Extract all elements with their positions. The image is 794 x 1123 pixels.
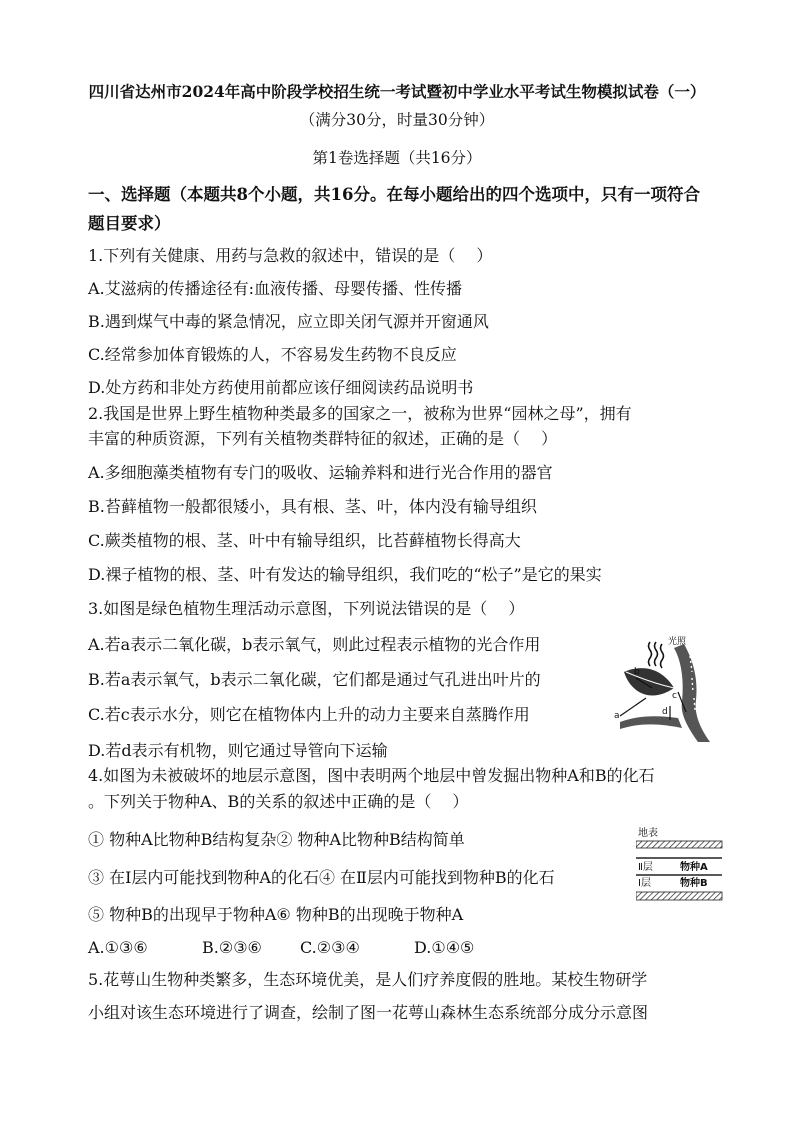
q4-statements-1-2: ① 物种A比物种B结构复杂② 物种A比物种B结构简单 [88, 830, 465, 849]
strata-species-b-label: 物种B [680, 878, 708, 889]
light-ray-2 [655, 642, 658, 666]
strata-top-band [636, 841, 722, 848]
strata-species-a-label: 物种A [680, 862, 708, 873]
exam-title: 四川省达州市2024年高中阶段学校招生统一考试暨初中学业水平考试生物模拟试卷（一） [88, 82, 706, 101]
q2-stem-line2: 丰富的种质资源，下列有关植物类群特征的叙述，正确的是（ ） [88, 429, 558, 448]
q1-option-c: C.经常参加体育锻炼的人，不容易发生药物不良反应 [88, 345, 457, 364]
q3-option-d: D.若d表示有机物，则它通过导管向下运输 [88, 741, 388, 760]
light-ray-3 [661, 644, 664, 668]
q1-option-a: A.艾滋病的传播途径有:血液传播、母婴传播、性传播 [88, 279, 463, 298]
q2-option-d: D.裸子植物的根、茎、叶有发达的输导组织，我们吃的“松子”是它的果实 [88, 565, 602, 584]
q4-choice-d: D.①④⑤ [414, 938, 475, 957]
q2-option-b: B.苔藓植物一般都很矮小，具有根、茎、叶，体内没有输导组织 [88, 497, 537, 516]
q4-statements-5-6: ⑤ 物种B的出现早于物种A⑥ 物种B的出现晚于物种A [88, 905, 464, 924]
arrow-a [620, 698, 646, 716]
q4-choice-c: C.②③④ [300, 938, 360, 957]
figure-label-b: b [634, 667, 640, 677]
q5-stem-line1: 5.花萼山生物种类繁多，生态环境优美，是人们疗养度假的胜地。某校生物研学 [88, 970, 648, 989]
leaf-shape [624, 668, 674, 695]
figure-label-light: 光照 [668, 637, 687, 647]
light-ray-1 [649, 642, 652, 666]
q3-option-c: C.若c表示水分，则它在植物体内上升的动力主要来自蒸腾作用 [88, 705, 530, 724]
strata-layer2-label: Ⅱ层 [638, 862, 653, 873]
figure-label-c: c [672, 691, 677, 701]
q4-choice-a: A.①③⑥ [88, 938, 148, 957]
q2-stem-line1: 2.我国是世界上野生植物种类最多的国家之一，被称为世界“园林之母”，拥有 [88, 404, 632, 423]
figure-label-d: d [662, 707, 668, 717]
section-heading: 一、选择题（本题共8个小题，共16分。在每小题给出的四个选项中，只有一项符合题目要求） [88, 185, 700, 233]
plant-branch [620, 716, 682, 729]
part-title: 第1卷选择题（共16分） [312, 149, 482, 167]
q3-stem: 3.如图是绿色植物生理活动示意图，下列说法错误的是（ ） [88, 599, 525, 618]
q1-option-d: D.处方药和非处方药使用前都应该仔细阅读药品说明书 [88, 378, 474, 397]
strata-bottom-band [636, 892, 722, 900]
q4-stem-line1: 4.如图为未被破坏的地层示意图，图中表明两个地层中曾发掘出物种A和B的化石 [88, 766, 655, 785]
q2-option-a: A.多细胞藻类植物有专门的吸收、运输养料和进行光合作用的器官 [88, 463, 553, 482]
q2-option-c: C.蕨类植物的根、茎、叶中有输导组织，比苔藓植物长得高大 [88, 531, 521, 550]
q3-option-a: A.若a表示二氧化碳，b表示氧气，则此过程表示植物的光合作用 [88, 635, 541, 654]
plant-physiology-figure [612, 632, 714, 744]
q1-option-b: B.遇到煤气中毒的紧急情况，应立即关闭气源并开窗通风 [88, 312, 489, 331]
strata-figure [636, 824, 724, 904]
q4-stem-line2: 。下列关于物种A、B的关系的叙述中正确的是（ ） [88, 792, 469, 811]
q1-stem: 1.下列有关健康、用药与急救的叙述中，错误的是（ ） [88, 246, 493, 265]
q5-stem-line2: 小组对该生态环境进行了调查，绘制了图一花萼山森林生态系统部分成分示意图 [88, 1003, 649, 1022]
strata-layer1-label: Ⅰ层 [638, 878, 651, 889]
figure-label-a: a [614, 711, 620, 721]
q4-statements-3-4: ③ 在Ⅰ层内可能找到物种A的化石④ 在Ⅱ层内可能找到物种B的化石 [88, 868, 555, 887]
q4-choice-b: B.②③⑥ [202, 938, 262, 957]
exam-subtitle: （满分30分，时量30分钟） [299, 111, 495, 129]
strata-surface-label: 地表 [638, 828, 658, 839]
q3-option-b: B.若a表示氧气，b表示二氧化碳，它们都是通过气孔进出叶片的 [88, 670, 541, 689]
